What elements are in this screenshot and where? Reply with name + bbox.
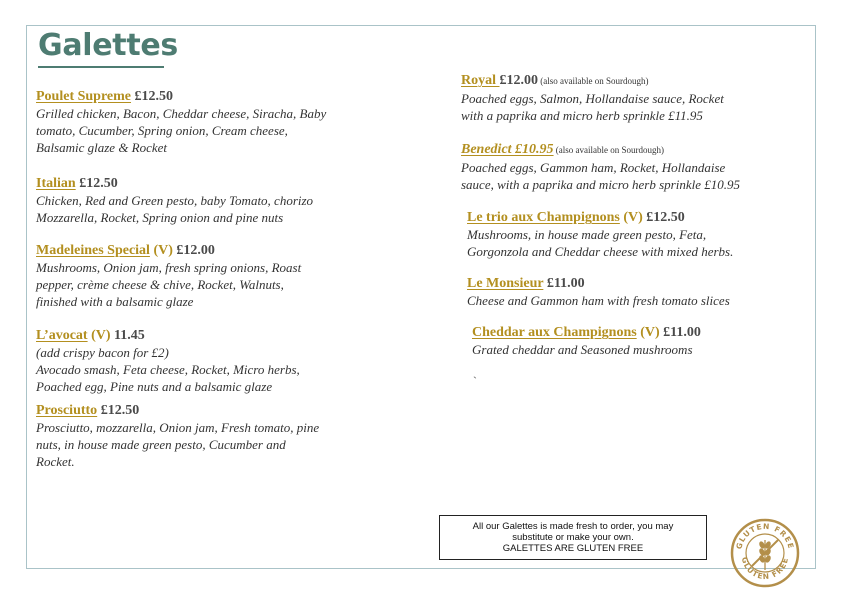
item-price: £11.00 <box>659 325 701 340</box>
footer-line: GALETTES ARE GLUTEN FREE <box>502 543 644 554</box>
menu-item-prosciutto <box>36 402 319 470</box>
item-desc-line: Mushrooms, in house made green pesto, Feta, <box>467 227 707 242</box>
item-desc-line: Mozzarella, Rocket, Spring onion and pine nuts <box>36 210 284 225</box>
item-desc-line: Poached eggs, Salmon, Hollandaise sauce, Rocket <box>461 91 724 106</box>
menu-item-le-monsieur <box>467 275 730 309</box>
item-name: Le Monsieur <box>467 276 544 291</box>
item-desc-line: Grated cheddar and Seasoned mushrooms <box>472 342 693 357</box>
footer-note-box <box>439 515 707 560</box>
item-name: Poulet Supreme <box>36 89 132 104</box>
menu-item-cheddar-aux-champignons <box>472 324 701 358</box>
item-desc-line: Gorgonzola and Cheddar cheese with mixed herbs. <box>467 244 734 259</box>
item-desc-line: Rocket. <box>36 454 75 469</box>
item-desc-line: pepper, crème cheese & chive, Rocket, Walnuts, <box>36 277 284 292</box>
item-desc-line: (add crispy bacon for £2) <box>36 345 169 360</box>
item-price: £12.50 <box>131 89 174 104</box>
menu-item-le-trio-aux-champignons <box>467 209 733 260</box>
item-price: £12.50 <box>642 210 685 225</box>
item-note: (also available on Sourdough) <box>538 76 649 86</box>
item-name: Benedict £10.95 <box>461 142 554 157</box>
page-title: Galettes <box>38 28 178 63</box>
item-desc-line: Cheese and Gammon ham with fresh tomato slices <box>467 293 730 308</box>
item-desc-line: Mushrooms, Onion jam, fresh spring onions, Roast <box>36 260 302 275</box>
item-desc-line: Avocado smash, Feta cheese, Rocket, Micro herbs, <box>36 362 300 377</box>
stray-mark: ` <box>473 374 477 388</box>
item-name: Prosciutto <box>36 403 98 418</box>
item-name: Cheddar aux Champignons <box>472 325 637 340</box>
footer-line: substitute or make your own. <box>512 532 634 543</box>
veg-marker: (V) <box>87 328 111 343</box>
item-desc-line: with a paprika and micro herb sprinkle £11.95 <box>461 108 703 123</box>
item-desc-line: Balsamic glaze & Rocket <box>36 140 168 155</box>
item-desc-line: Grilled chicken, Bacon, Cheddar cheese, Siracha, Baby <box>36 106 327 121</box>
veg-marker: (V) <box>149 243 173 258</box>
item-desc-line: finished with a balsamic glaze <box>36 294 194 309</box>
menu-item-benedict <box>461 141 740 193</box>
item-name: Royal <box>461 73 500 88</box>
gluten-free-seal-icon <box>730 518 800 588</box>
item-desc-line: nuts, in house made green pesto, Cucumber and <box>36 437 286 452</box>
footer-line: All our Galettes is made fresh to order, you may <box>472 521 674 532</box>
item-desc-line: sauce, with a paprika and micro herb sprinkle £10.95 <box>461 177 740 192</box>
item-price: £12.50 <box>75 176 118 191</box>
item-price: £12.00 <box>499 73 538 88</box>
item-desc-line: Chicken, Red and Green pesto, baby Tomato, chorizo <box>36 193 314 208</box>
veg-marker: (V) <box>619 210 643 225</box>
veg-marker: (V) <box>636 325 660 340</box>
item-name: Le trio aux Champignons <box>467 210 620 225</box>
item-name: Madeleines Special <box>36 243 150 258</box>
item-desc-line: tomato, Cucumber, Spring onion, Cream cheese, <box>36 123 288 138</box>
menu-item-italian <box>36 175 313 226</box>
seal-text-top: GLUTEN FREE <box>734 521 796 551</box>
item-note: (also available on Sourdough) <box>553 145 665 155</box>
item-desc-line: Poached egg, Pine nuts and a balsamic glaze <box>36 379 273 394</box>
item-desc-line: Prosciutto, mozzarella, Onion jam, Fresh tomato, pine <box>36 420 320 435</box>
item-price: £12.50 <box>97 403 140 418</box>
item-price: £12.00 <box>172 243 215 258</box>
seal-text-bottom: GLUTEN FREE <box>739 556 791 582</box>
title-underline <box>38 66 164 68</box>
item-name: Italian <box>36 176 76 191</box>
menu-item-madeleines-special <box>36 242 301 310</box>
menu-item-poulet-supreme <box>36 88 326 156</box>
item-desc-line: Poached eggs, Gammon ham, Rocket, Hollandaise <box>461 160 726 175</box>
menu-item-royal <box>461 72 724 124</box>
item-name: L’avocat <box>36 328 88 343</box>
item-price: £11.00 <box>543 276 585 291</box>
item-price: 11.45 <box>110 328 145 343</box>
menu-item-lavocat <box>36 327 300 395</box>
